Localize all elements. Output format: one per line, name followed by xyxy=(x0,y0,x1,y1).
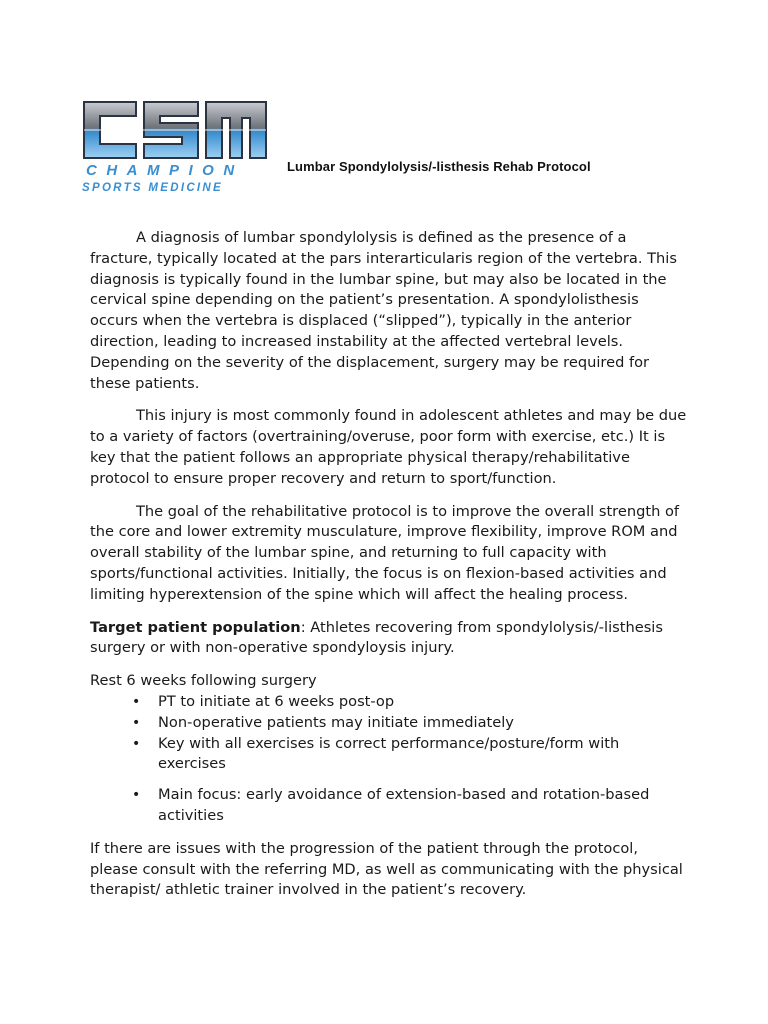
logo-line-champion: CHAMPION xyxy=(86,162,244,179)
target-population-label: Target patient population xyxy=(90,618,301,636)
bullet-icon: • xyxy=(132,693,141,710)
list-item: • Key with all exercises is correct performance/posture/form with exercises xyxy=(132,734,620,773)
document-title: Lumbar Spondylolysis/-listhesis Rehab Protocol xyxy=(287,159,591,174)
paragraph-injury: This injury is most commonly found in adolescent athletes and may be due to a variety of factors (overtraining/overuse, poor form with exercise, etc.) It is key that the patient follows an appropriate physical therapy/rehabilitative protocol to ensure proper recovery and return to sport/function. xyxy=(90,407,687,487)
paragraph-goal: The goal of the rehabilitative protocol is to improve the overall strength of the core and lower extremity musculature, improve flexibility, improve ROM and overall stability of the lumbar spine, and returning to full capacity with sports/functional activities. Initially, the focus is on flexion-based activities and limiting hyperextension of the spine which will affect the healing process. xyxy=(90,502,680,603)
list-item: • Main focus: early avoidance of extension-based and rotation-based activities xyxy=(132,786,650,824)
document-body xyxy=(90,228,690,913)
paragraph-closing: If there are issues with the progression of the patient through the protocol, please consult with the referring MD, as well as communicating with the physical therapist/ athletic trainer involved in the patient’s recovery. xyxy=(90,839,683,899)
rest-instruction: Rest 6 weeks following surgery xyxy=(90,672,317,690)
paragraph-target-population xyxy=(90,618,690,660)
target-population-text: : Athletes recovering from spondylolysis/-listhesis surgery or with non-operative spondyloysis injury. xyxy=(90,618,663,657)
list-item: • PT to initiate at 6 weeks post-op xyxy=(132,692,690,713)
bullet-icon: • xyxy=(132,735,141,752)
csm-logo xyxy=(80,96,270,194)
logo-line-sports-medicine: SPORTS MEDICINE xyxy=(82,182,223,194)
bullet-list xyxy=(90,692,690,827)
list-item: • Non-operative patients may initiate immediately xyxy=(132,713,690,734)
bullet-icon: • xyxy=(132,787,141,804)
paragraph-diagnosis: A diagnosis of lumbar spondylolysis is defined as the presence of a fracture, typically located at the pars interarticularis region of the vertebra. This diagnosis is typically found in the lumbar spine, but may also be located in the cervical spine depending on the patient’s presentation. A spondylolisthesis occurs when the vertebra is displaced (“slipped”), typically in the anterior direction, leading to increased instability at the affected vertebral levels. Depending on the severity of the displacement, surgery may be required for these patients. xyxy=(90,229,677,392)
bullet-icon: • xyxy=(132,714,141,731)
